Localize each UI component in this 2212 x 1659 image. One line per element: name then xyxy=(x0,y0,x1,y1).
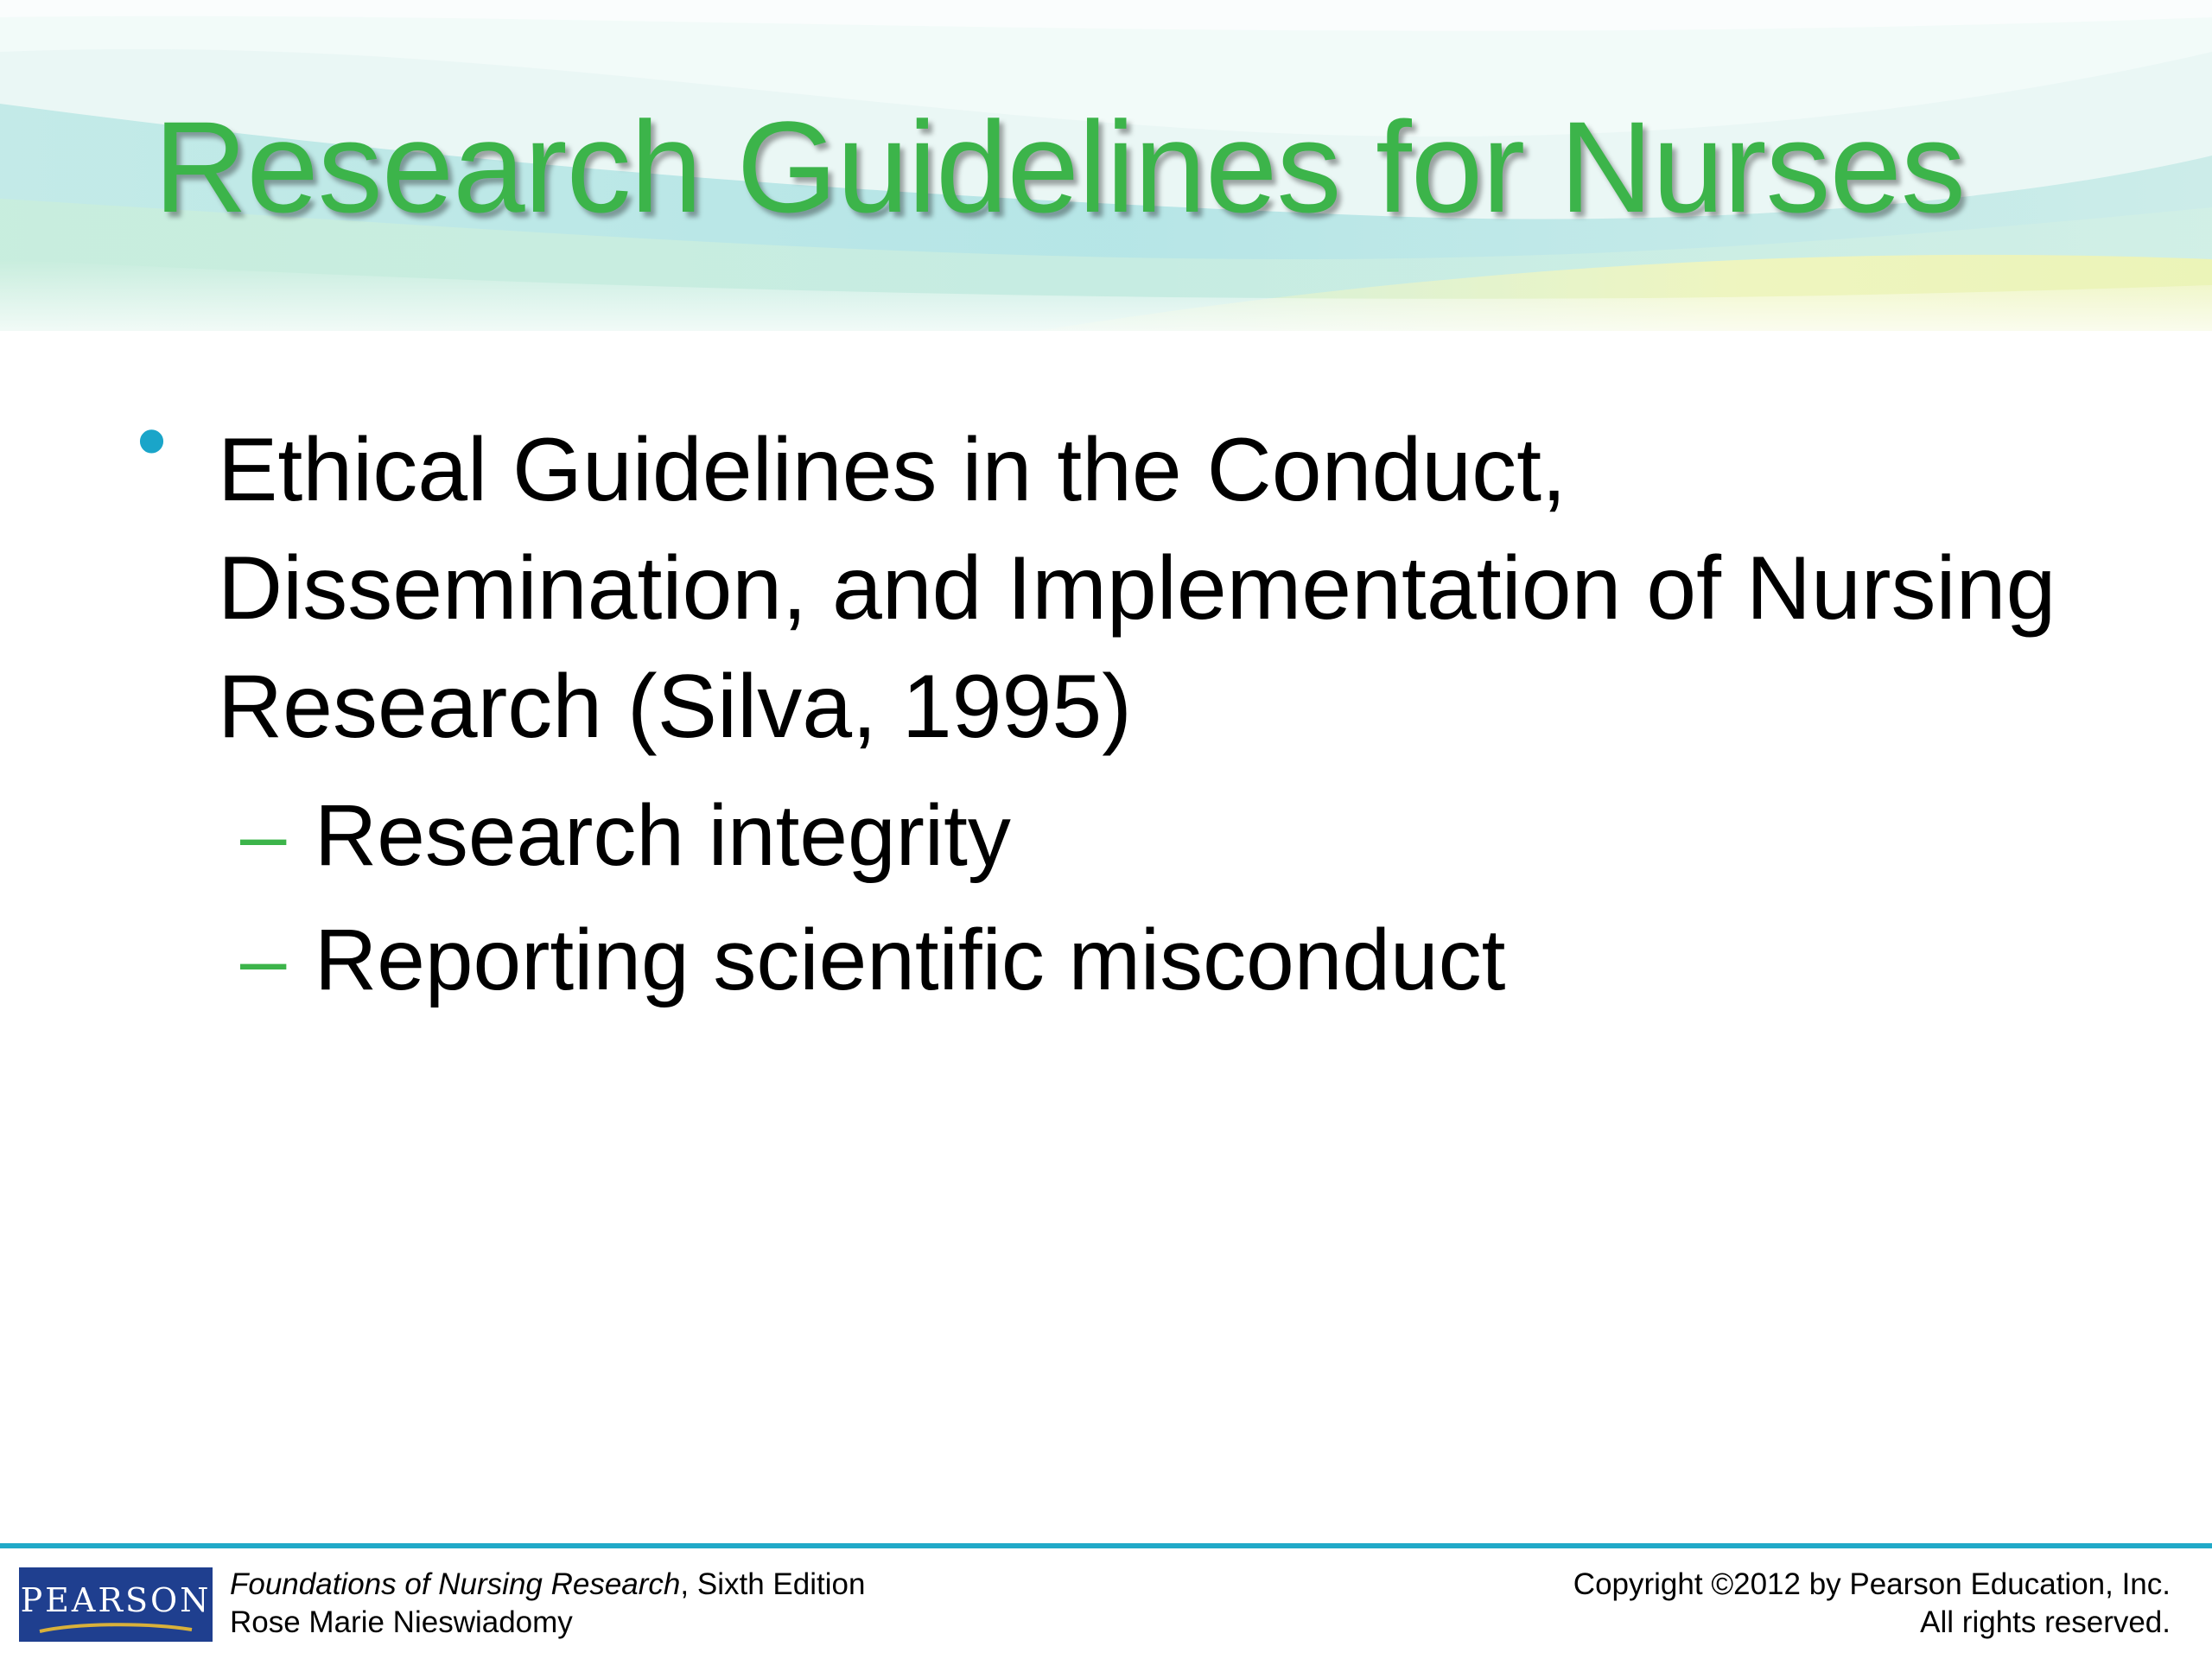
book-edition: , Sixth Edition xyxy=(680,1567,866,1601)
book-title: Foundations of Nursing Research xyxy=(230,1567,681,1601)
pearson-logo xyxy=(19,1567,213,1642)
footer-copyright xyxy=(1573,1566,2171,1642)
footer-author: Rose Marie Nieswiadomy xyxy=(230,1605,573,1639)
logo-swoosh-icon xyxy=(36,1621,195,1637)
footer-book-info xyxy=(230,1566,865,1642)
bullet-text: Ethical Guidelines in the Conduct, Dissemination, and Implementation of Nursing Research (Silva, 1995) xyxy=(218,420,2056,757)
sub-bullet-text: Reporting scientific misconduct xyxy=(315,912,1506,1008)
header-banner xyxy=(0,0,2212,331)
rights-line: All rights reserved. xyxy=(1920,1605,2171,1639)
sub-bullet-item xyxy=(0,779,2212,892)
dash-icon: – xyxy=(240,913,287,1006)
sub-bullet-text: Research integrity xyxy=(315,787,1011,884)
logo-wordmark: PEARSON xyxy=(20,1581,212,1619)
dash-icon: – xyxy=(240,789,287,881)
copyright-line: Copyright ©2012 by Pearson Education, Inc. xyxy=(1573,1567,2171,1601)
sub-bullet-item xyxy=(0,904,2212,1016)
bullet-dot-icon: • xyxy=(137,392,168,489)
footer-divider xyxy=(0,1543,2212,1548)
footer-book-line xyxy=(230,1566,865,1604)
slide-title: Research Guidelines for Nurses xyxy=(154,94,1965,239)
